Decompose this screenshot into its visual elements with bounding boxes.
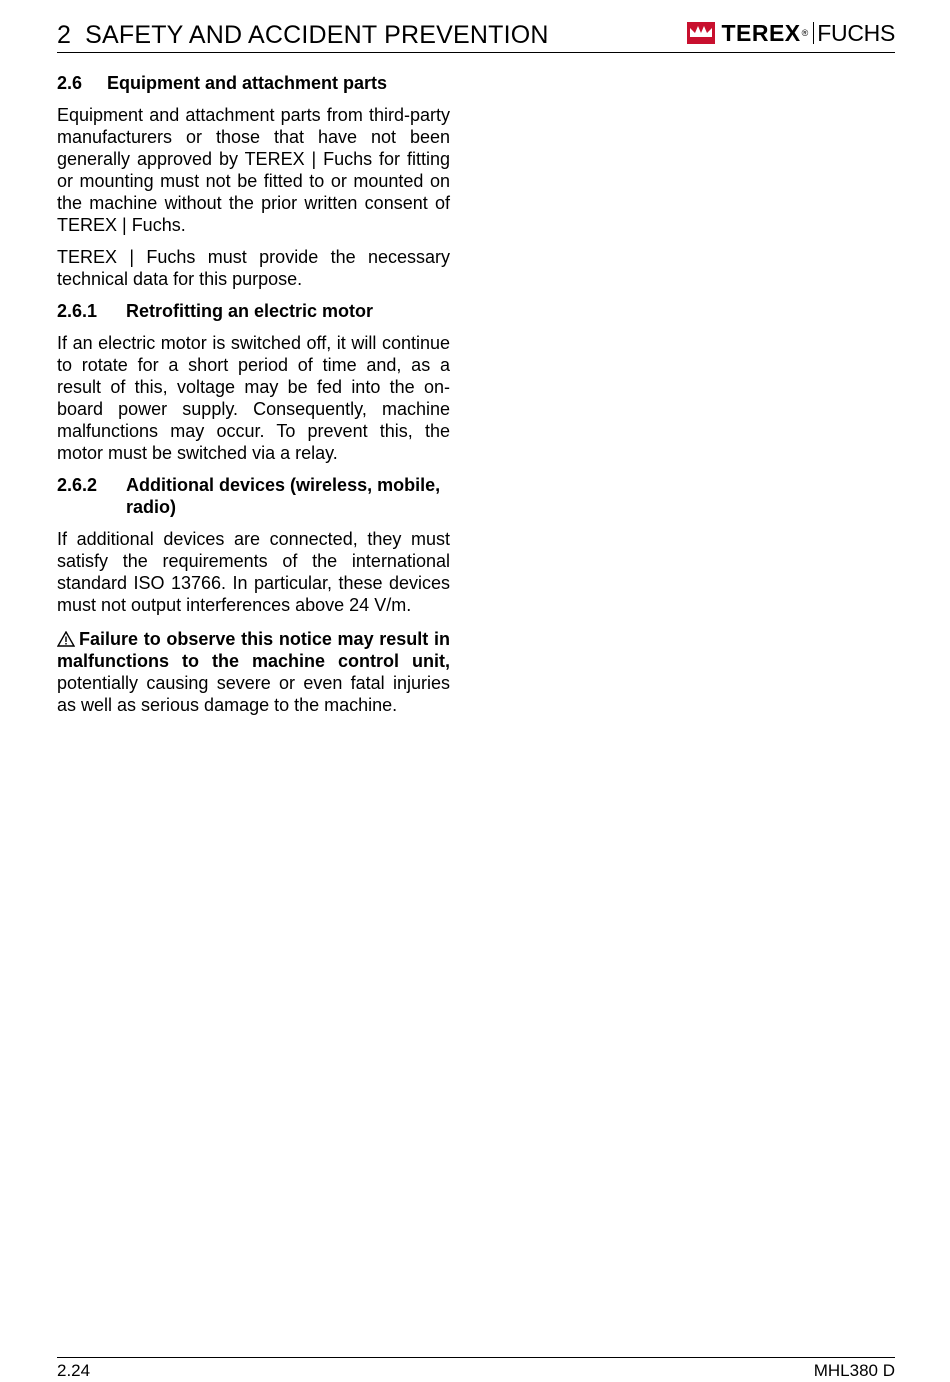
paragraph: TEREX | Fuchs must provide the necessary technical data for this purpose.: [57, 247, 450, 289]
logo-separator: [813, 22, 814, 44]
chapter-title-text: SAFETY AND ACCIDENT PREVENTION: [85, 21, 549, 49]
machine-model: MHL380 D: [813, 1361, 895, 1380]
terex-crown-icon: [687, 22, 715, 44]
logo-sub-brand: FUCHS: [817, 19, 895, 46]
page-footer: [57, 1357, 895, 1380]
warning-notice: [57, 628, 450, 716]
terex-fuchs-logo: [687, 20, 895, 46]
section-title: Additional devices (wireless, mobile, radio): [126, 475, 441, 517]
paragraph: If additional devices are connected, they must satisfy the requirements of the international standard ISO 13766. In particular, these devices must not output interferences above 24 V/m.: [57, 529, 450, 615]
section-heading-2-6-2: [57, 474, 450, 518]
chapter-number: 2: [57, 21, 72, 49]
logo-registered-mark: ®: [801, 28, 809, 38]
page-header: [57, 18, 895, 53]
section-heading-2-6: [57, 72, 450, 94]
paragraph: If an electric motor is switched off, it will continue to rotate for a short period of time and, as a result of this, voltage may be fed into the on-board power supply. Consequently, machine malfunctions may occur. To prevent this, the motor must be switched via a relay.: [57, 333, 450, 463]
chapter-title: [57, 21, 549, 50]
page-number: 2.24: [57, 1361, 91, 1380]
main-content: [57, 72, 450, 726]
section-heading-2-6-1: [57, 300, 450, 322]
section-number: 2.6: [57, 73, 83, 93]
logo-brand: TEREX: [721, 19, 801, 46]
paragraph: Equipment and attachment parts from third-party manufacturers or those that have not been generally approved by TEREX | Fuchs for fitting or mounting must not be fitted to or mounted on the machine without the prior written consent of TEREX | Fuchs.: [57, 105, 450, 235]
section-title: Equipment and attachment parts: [107, 73, 388, 93]
section-number: 2.6.1: [57, 301, 98, 321]
warning-text: potentially causing severe or even fatal injuries as well as serious damage to the machine.: [57, 673, 450, 715]
section-number: 2.6.2: [57, 475, 98, 495]
warning-triangle-icon: [57, 631, 75, 647]
section-title: Retrofitting an electric motor: [126, 301, 374, 321]
warning-bold-text: Failure to observe this notice may result in malfunctions to the machine control unit,: [57, 629, 450, 671]
